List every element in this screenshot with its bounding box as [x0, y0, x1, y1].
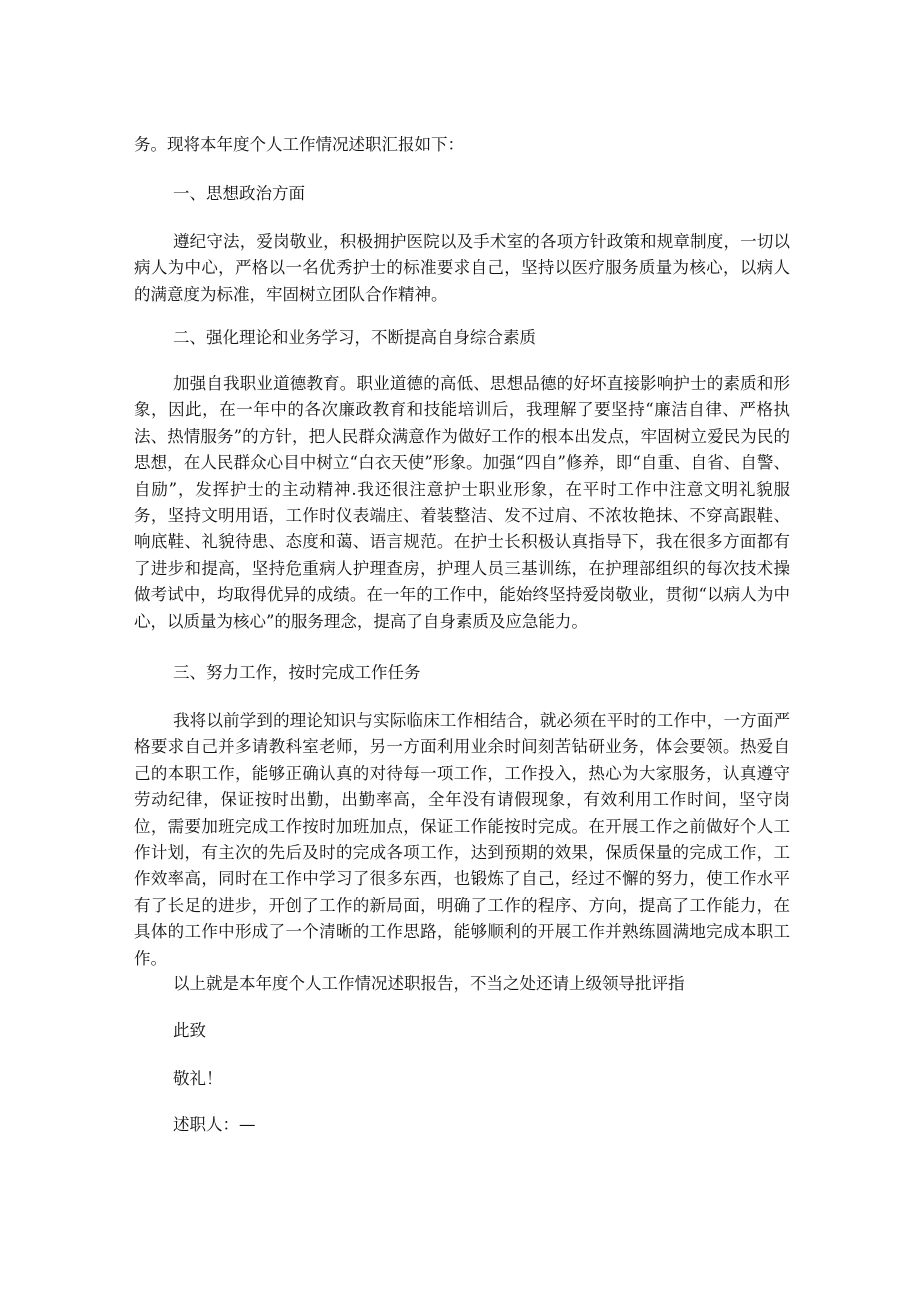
regards: 敬礼！	[173, 1069, 223, 1088]
section-paragraph-politics: 遵纪守法，爱岗敬业，积极拥护医院以及手术室的各项方针政策和规章制度，一切以病人为中心，严格以一名优秀护士的标准要求自己，坚持以医疗服务质量为核心，以病人的满意度为标准，牢固树立团队合作精神。	[134, 232, 790, 304]
section-heading-politics: 一、思想政治方面	[173, 184, 305, 203]
opening-line: 务。现将本年度个人工作情况述职汇报如下：	[134, 135, 464, 154]
signature: 述职人：—	[173, 1115, 256, 1134]
section-heading-work: 三、努力工作，按时完成工作任务	[173, 663, 421, 682]
section-paragraph-work: 我将以前学到的理论知识与实际临床工作相结合，就必须在平时的工作中，一方面严格要求自己并多请教科室老师，另一方面利用业余时间刻苦钻研业务，体会要领。热爱自己的本职工作，能够正确认真的对待每一项工作，工作投入，热心为大家服务，认真遵守劳动纪律，保证按时出勤，出勤率高，全年没有请假现象，有效利用工作时间，坚守岗位，需要加班完成工作按时加班加点，保证工作能按时完成。在开展工作之前做好个人工作计划，有主次的先后及时的完成各项工作，达到预期的效果，保质保量的完成工作，工作效率高，同时在工作中学习了很多东西，也锻炼了自己，经过不懈的努力，使工作水平有了长足的进步，开创了工作的新局面，明确了工作的程序、方向，提高了工作能力，在具体的工作中形成了一个清晰的工作思路，能够顺利的开展工作并熟练圆满地完成本职工作。	[134, 711, 790, 968]
section-paragraph-study: 加强自我职业道德教育。职业道德的高低、思想品德的好坏直接影响护士的素质和形象，因此，在一年中的各次廉政教育和技能培训后，我理解了要坚持“廉洁自律、严格执法、热情服务”的方针，把人民群众满意作为做好工作的根本出发点，牢固树立爱民为民的思想，在人民群众心目中树立“白衣天使”形象。加强“四自”修养，即“自重、自省、自警、自励”，发挥护士的主动精神.我还很注意护士职业形象，在平时工作中注意文明礼貌服务，坚持文明用语，工作时仪表端庄、着装整洁、发不过肩、不浓妆艳抹、不穿高跟鞋、响底鞋、礼貌待患、态度和蔼、语言规范。在护士长积极认真指导下，我在很多方面都有了进步和提高，坚持危重病人护理查房，护理人员三基训练，在护理部组织的每次技术操做考试中，均取得优异的成绩。在一年的工作中，能始终坚持爱岗敬业，贯彻“以病人为中心，以质量为核心”的服务理念，提高了自身素质及应急能力。	[134, 374, 790, 631]
salutation: 此致	[173, 1021, 206, 1040]
section-heading-study: 二、强化理论和业务学习，不断提高自身综合素质	[173, 328, 536, 347]
closing-statement: 以上就是本年度个人工作情况述职报告，不当之处还请上级领导批评指	[173, 974, 685, 993]
